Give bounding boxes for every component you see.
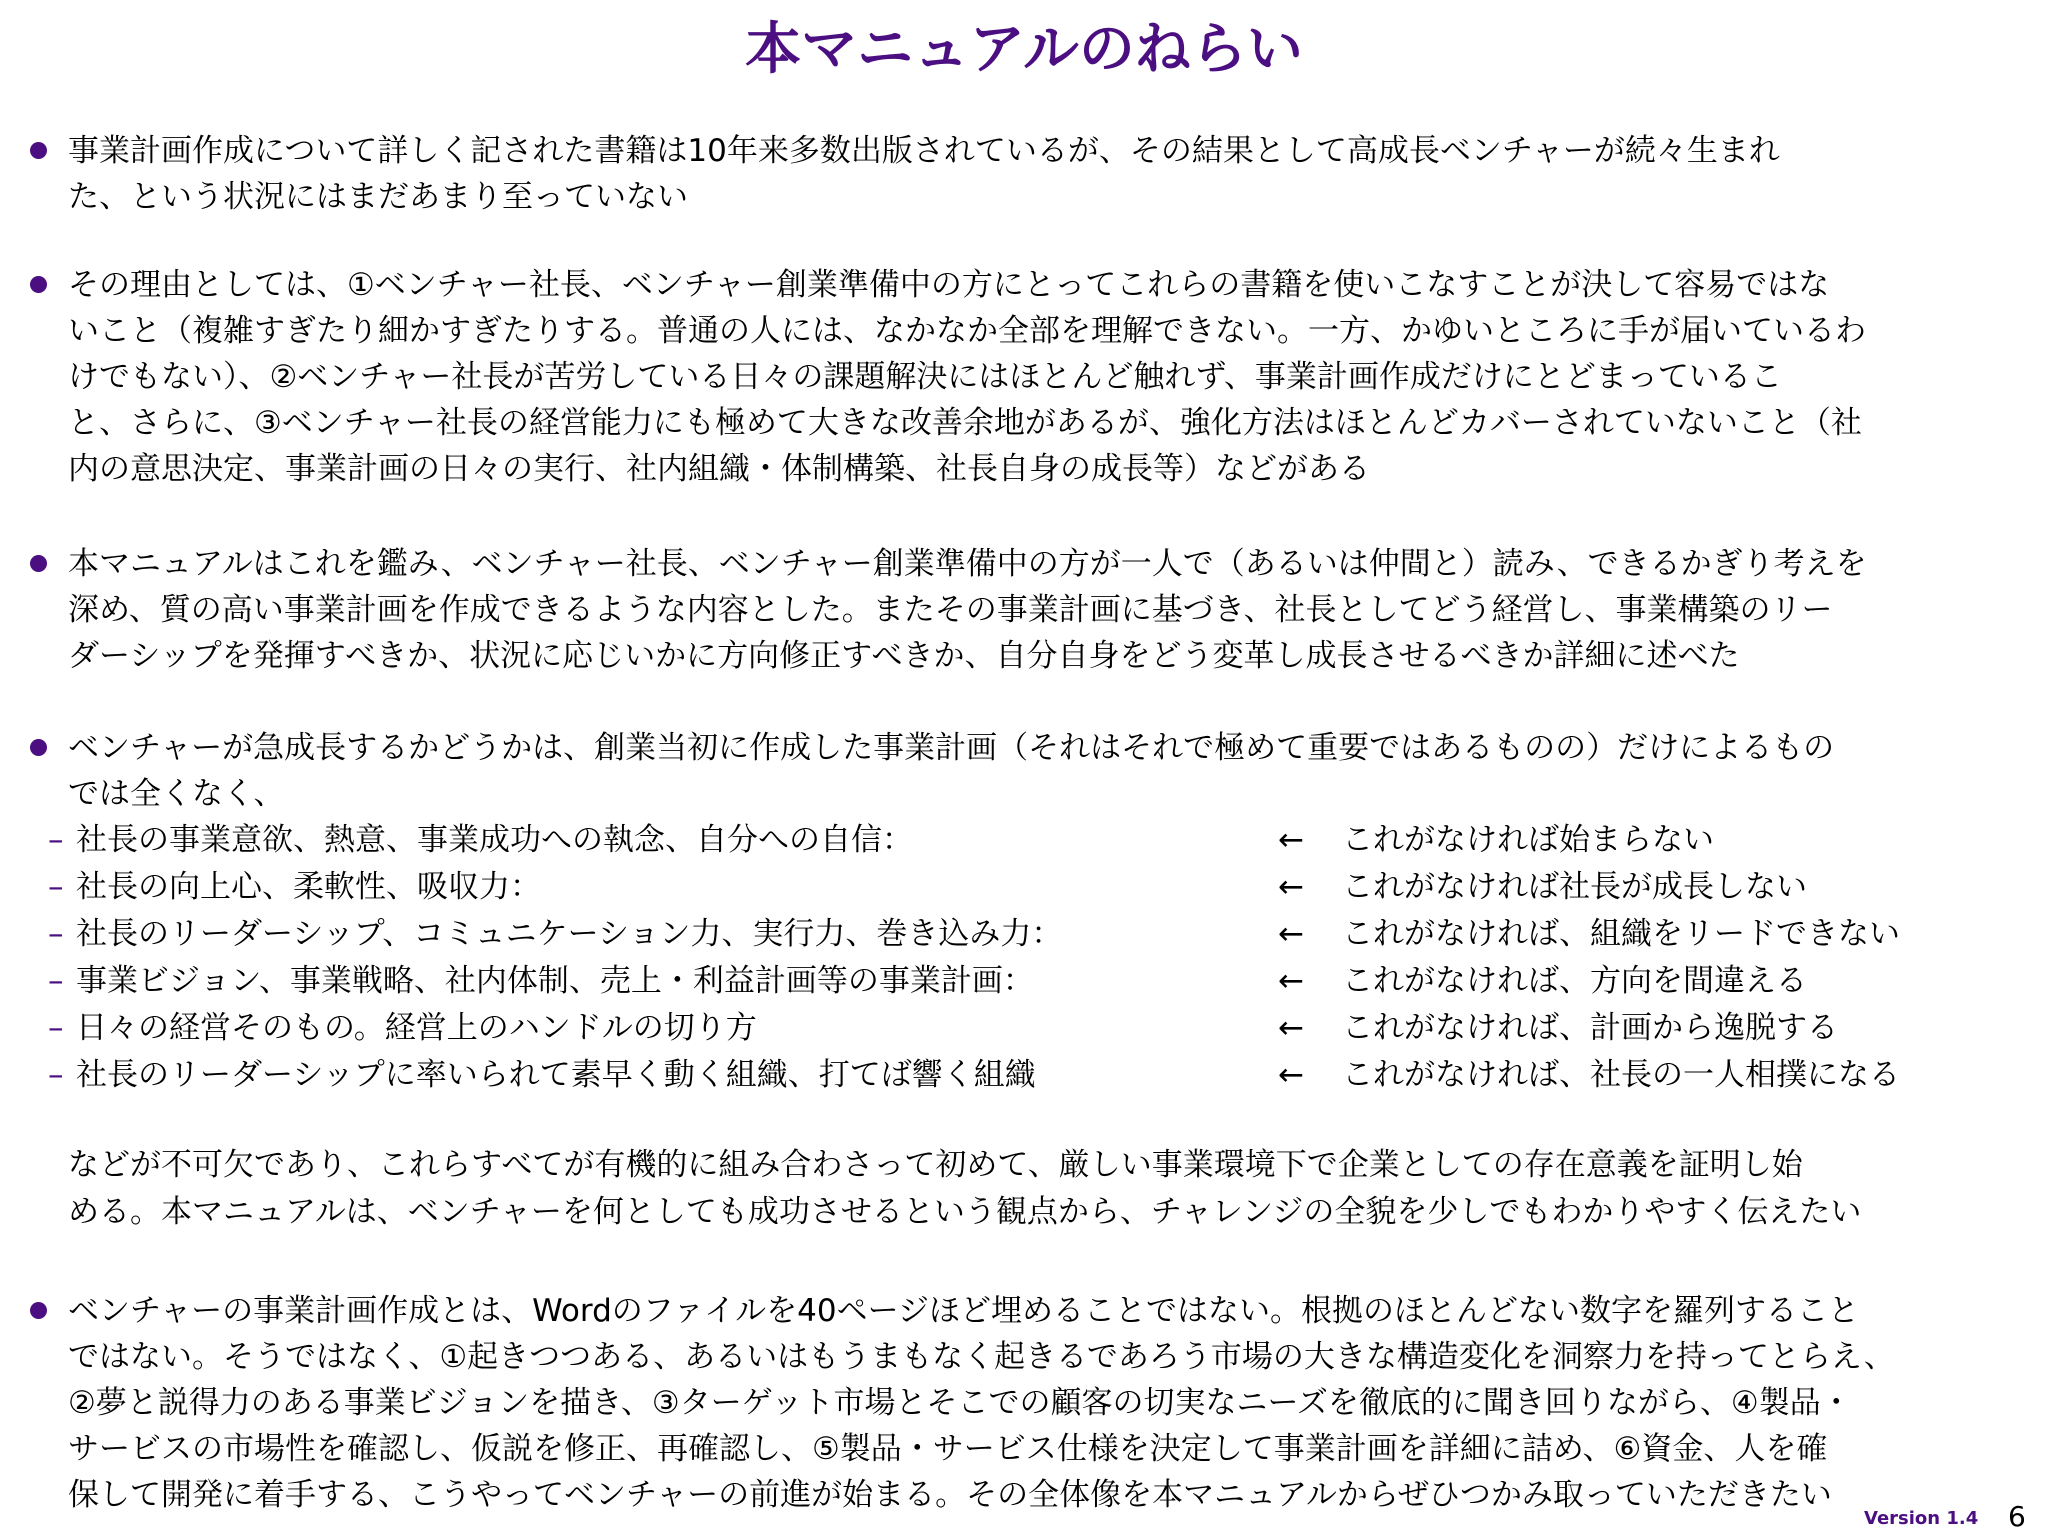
sub-item-text: 社長のリーダーシップ、コミュニケーション力、実行力、巻き込み力： — [76, 916, 1063, 952]
dash-icon: – — [48, 1057, 64, 1093]
page-number: 6 — [2008, 1500, 2026, 1533]
sub-item — [48, 1005, 2008, 1051]
bullet-text: ベンチャーが急成長するかどうかは、創業当初に作成した事業計画（それはそれで極めて重要ではあるものの）だけによるもの では全くなく、 — [68, 730, 1835, 812]
sub-item-text: 社長のリーダーシップに率いられて素早く動く組織、打てば響く組織 — [76, 1057, 1036, 1093]
sub-item-text: 日々の経営そのもの。経営上のハンドルの切り方 — [76, 1010, 757, 1046]
left-arrow-icon: ← — [1278, 963, 1304, 999]
dash-icon: – — [48, 916, 64, 952]
sub-item — [48, 911, 2008, 957]
version-label: Version 1.4 — [1864, 1508, 1979, 1529]
dash-icon: – — [48, 963, 64, 999]
left-arrow-icon: ← — [1278, 822, 1304, 858]
sub-item — [48, 817, 2008, 863]
sub-item — [48, 1052, 2008, 1098]
sub-item-text: 事業ビジョン、事業戦略、社内体制、売上・利益計画等の事業計画： — [76, 963, 1034, 999]
bullet-dot-icon — [30, 555, 47, 572]
dash-icon: – — [48, 1010, 64, 1046]
left-arrow-icon: ← — [1278, 1010, 1304, 1046]
sub-item-text: 社長の向上心、柔軟性、吸収力： — [76, 869, 541, 905]
bullet-dot-icon — [30, 142, 47, 159]
page-title: 本マニュアルのねらい — [745, 17, 1303, 82]
bullet-dot-icon — [30, 1302, 47, 1319]
dash-icon: – — [48, 822, 64, 858]
sub-item — [48, 864, 2008, 910]
bullet-dot-icon — [30, 739, 47, 756]
bullet-dot-icon — [30, 276, 47, 293]
sub-item-result: これがなければ、社長の一人相撲になる — [1342, 1057, 1900, 1093]
sub-item-result: これがなければ、組織をリードできない — [1342, 916, 1900, 952]
bullet-text: 事業計画作成について詳しく記された書籍は10年来多数出版されているが、その結果として高成長ベンチャーが続々生まれ た、という状況にはまだあまり至っていない — [68, 133, 1780, 215]
sub-item-result: これがなければ社長が成長しない — [1342, 869, 1807, 905]
left-arrow-icon: ← — [1278, 1057, 1304, 1093]
bullet-text: 本マニュアルはこれを鑑み、ベンチャー社長、ベンチャー創業準備中の方が一人で（あるいは仲間と）読み、できるかぎり考えを 深め、質の高い事業計画を作成できるような内容とした。またその事業計画に基づき、社長としてどう経営し、事業構築のリー ダーシップを発揮すべきか、状況に応じいかに方向修正すべきか、自分自身をどう変革し成長させるべきか詳細に述べた — [68, 546, 1867, 674]
left-arrow-icon: ← — [1278, 916, 1304, 952]
left-arrow-icon: ← — [1278, 869, 1304, 905]
sub-item — [48, 958, 2008, 1004]
sub-item-result: これがなければ、方向を間違える — [1342, 963, 1807, 999]
bullet-text: その理由としては、①ベンチャー社長、ベンチャー創業準備中の方にとってこれらの書籍を使いこなすことが決して容易ではな いこと（複雑すぎたり細かすぎたりする。普通の人には、なかなか全部を理解できない。一方、かゆいところに手が届いているわ けでもない）、②ベンチャー社長が苦労している日々の課題解決にはほとんど触れず、事業計画作成だけにとどまっているこ と、さらに、③ベンチャー社長の経営能力にも極めて大きな改善余地があるが、強化方法はほとんどカバーされていないこと（社 内の意思決定、事業計画の日々の実行、社内組織・体制構築、社長自身の成長等）などがある — [68, 267, 1866, 487]
sub-item-result: これがなければ始まらない — [1342, 822, 1714, 858]
conclusion-text: などが不可欠であり、これらすべてが有機的に組み合わさって初めて、厳しい事業環境下で企業としての存在意義を証明し始 める。本マニュアルは、ベンチャーを何としても成功させるという観点から、チャレンジの全貌を少しでもわかりやすく伝えたい — [68, 1147, 1862, 1230]
sub-item-text: 社長の事業意欲、熱意、事業成功への執念、自分への自信： — [76, 822, 913, 858]
dash-icon: – — [48, 869, 64, 905]
bullet-text: ベンチャーの事業計画作成とは、Wordのファイルを40ページほど埋めることではない。根拠のほとんどない数字を羅列すること ではない。そうではなく、①起きつつある、あるいはもうまもなく起きるであろう市場の大きな構造変化を洞察力を持ってとらえ、 ②夢と説得力のある事業ビジョンを描き、③ターゲット市場とそこでの顧客の切実なニーズを徹底的に聞き回りながら、④製品・ サービスの市場性を確認し、仮説を修正、再確認し、⑤製品・サービス仕様を決定して事業計画を詳細に詰め、⑥資金、人を確 保して開発に着手する、こうやってベンチャーの前進が始まる。その全体像を本マニュアルからぜひつかみ取っていただきたい — [68, 1293, 1895, 1513]
sub-item-result: これがなければ、計画から逸脱する — [1342, 1010, 1838, 1046]
